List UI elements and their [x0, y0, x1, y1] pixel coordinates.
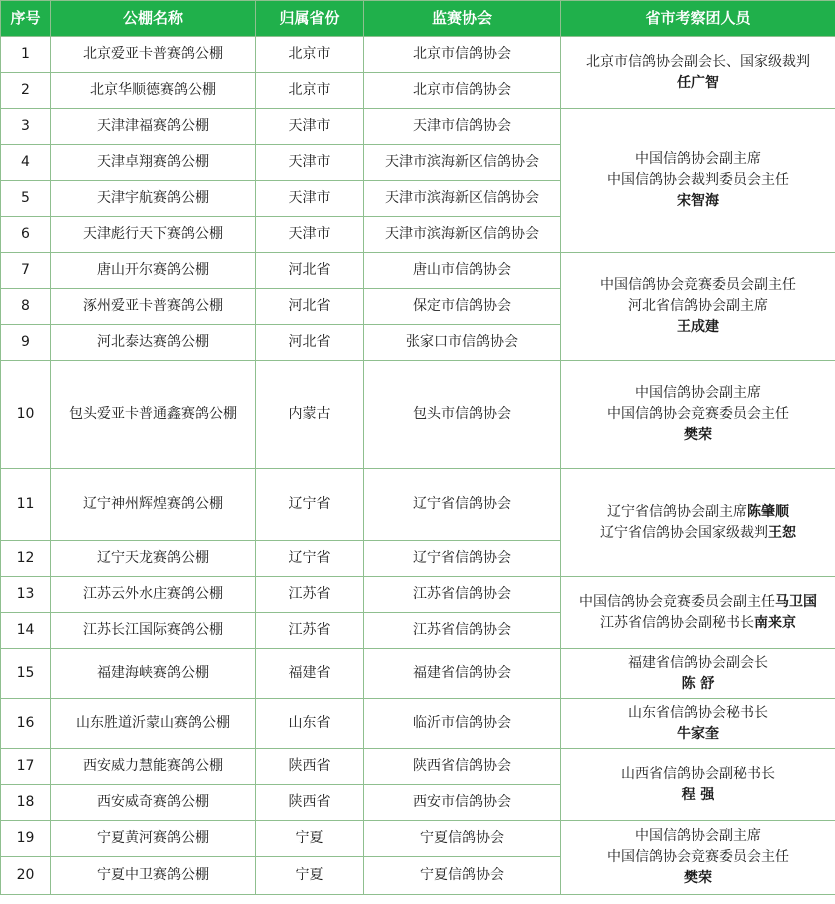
- row-number: 7: [1, 253, 51, 289]
- supervising-association: 张家口市信鸽协会: [364, 325, 561, 361]
- row-number: 9: [1, 325, 51, 361]
- inspector-line: [561, 674, 835, 695]
- table-row: [1, 253, 835, 289]
- inspector-line: [561, 592, 835, 613]
- inspector-line: [561, 275, 835, 296]
- loft-name: 宁夏黄河赛鸽公棚: [51, 821, 256, 857]
- inspection-team-cell: [561, 699, 835, 749]
- inspector-line: [561, 52, 835, 73]
- province: 江苏省: [256, 613, 364, 649]
- inspector-name: 南来京: [754, 614, 796, 631]
- inspector-title: 山东省信鸽协会秘书长: [628, 704, 768, 721]
- table-row: [1, 109, 835, 145]
- inspector-line: [561, 868, 835, 889]
- inspector-title: 山西省信鸽协会副秘书长: [621, 765, 775, 782]
- row-number: 10: [1, 361, 51, 469]
- inspector-name: 樊荣: [684, 427, 712, 443]
- loft-name: 河北泰达赛鸽公棚: [51, 325, 256, 361]
- inspector-line: [561, 502, 835, 523]
- inspector-title: 辽宁省信鸽协会国家级裁判: [600, 524, 768, 541]
- loft-name: 天津津福赛鸽公棚: [51, 109, 256, 145]
- loft-name: 天津卓翔赛鸽公棚: [51, 145, 256, 181]
- inspector-name: 任广智: [677, 74, 719, 91]
- row-number: 17: [1, 749, 51, 785]
- loft-name: 西安威奇赛鸽公棚: [51, 785, 256, 821]
- supervising-association: 江苏省信鸽协会: [364, 613, 561, 649]
- province: 辽宁省: [256, 541, 364, 577]
- supervising-association: 北京市信鸽协会: [364, 73, 561, 109]
- table-row: [1, 749, 835, 785]
- inspector-title: 中国信鸽协会副主席: [635, 385, 761, 401]
- row-number: 13: [1, 577, 51, 613]
- inspector-line: [561, 296, 835, 317]
- inspector-line: [561, 703, 835, 724]
- loft-name: 江苏长江国际赛鸽公棚: [51, 613, 256, 649]
- inspector-title: 中国信鸽协会副主席: [635, 828, 761, 844]
- inspector-name: 陈 舒: [681, 675, 715, 692]
- inspector-name: 宋智海: [677, 193, 719, 209]
- inspection-team-cell: [561, 821, 835, 895]
- inspector-line: [561, 383, 835, 404]
- loft-name: 唐山开尔赛鸽公棚: [51, 253, 256, 289]
- province: 辽宁省: [256, 469, 364, 541]
- inspector-line: [561, 613, 835, 634]
- inspector-line: [561, 404, 835, 425]
- row-number: 15: [1, 649, 51, 699]
- province: 宁夏: [256, 821, 364, 857]
- inspector-line: [561, 523, 835, 544]
- inspector-line: [561, 191, 835, 212]
- province: 河北省: [256, 253, 364, 289]
- inspector-line: [561, 826, 835, 847]
- supervising-association: 福建省信鸽协会: [364, 649, 561, 699]
- loft-name: 西安威力慧能赛鸽公棚: [51, 749, 256, 785]
- inspection-team-cell: [561, 37, 835, 109]
- province: 北京市: [256, 73, 364, 109]
- supervising-association: 西安市信鸽协会: [364, 785, 561, 821]
- province: 北京市: [256, 37, 364, 73]
- header-loft-name: 公棚名称: [51, 1, 256, 37]
- inspector-title: 河北省信鸽协会副主席: [628, 298, 768, 314]
- inspector-line: [561, 847, 835, 868]
- province: 福建省: [256, 649, 364, 699]
- loft-name: 涿州爱亚卡普赛鸽公棚: [51, 289, 256, 325]
- supervising-association: 辽宁省信鸽协会: [364, 541, 561, 577]
- inspector-title: 福建省信鸽协会副会长: [628, 654, 768, 671]
- inspector-line: [561, 149, 835, 170]
- row-number: 5: [1, 181, 51, 217]
- loft-name: 福建海峡赛鸽公棚: [51, 649, 256, 699]
- province: 河北省: [256, 289, 364, 325]
- inspector-name: 王成建: [677, 319, 719, 335]
- inspector-title: 中国信鸽协会竞赛委员会主任: [607, 406, 789, 422]
- supervising-association: 临沂市信鸽协会: [364, 699, 561, 749]
- table-row: [1, 361, 835, 469]
- province: 河北省: [256, 325, 364, 361]
- supervising-association: 唐山市信鸽协会: [364, 253, 561, 289]
- supervising-association: 陕西省信鸽协会: [364, 749, 561, 785]
- supervising-association: 天津市滨海新区信鸽协会: [364, 145, 561, 181]
- inspection-team-cell: [561, 469, 835, 577]
- row-number: 16: [1, 699, 51, 749]
- inspector-title: 中国信鸽协会裁判委员会主任: [607, 172, 789, 188]
- province: 山东省: [256, 699, 364, 749]
- inspector-title: 江苏省信鸽协会副秘书长: [600, 614, 754, 631]
- row-number: 12: [1, 541, 51, 577]
- inspector-name: 牛家奎: [677, 725, 719, 742]
- inspector-line: [561, 764, 835, 785]
- inspection-team-cell: [561, 749, 835, 821]
- header-no: 序号: [1, 1, 51, 37]
- row-number: 8: [1, 289, 51, 325]
- province: 陕西省: [256, 785, 364, 821]
- row-number: 1: [1, 37, 51, 73]
- province: 天津市: [256, 109, 364, 145]
- inspection-team-cell: [561, 649, 835, 699]
- row-number: 18: [1, 785, 51, 821]
- loft-name: 山东胜道沂蒙山赛鸽公棚: [51, 699, 256, 749]
- supervising-association: 江苏省信鸽协会: [364, 577, 561, 613]
- row-number: 20: [1, 857, 51, 895]
- header-association: 监赛协会: [364, 1, 561, 37]
- table-row: [1, 821, 835, 857]
- supervising-association: 天津市滨海新区信鸽协会: [364, 181, 561, 217]
- supervising-association: 宁夏信鸽协会: [364, 857, 561, 895]
- inspector-line: [561, 425, 835, 446]
- row-number: 4: [1, 145, 51, 181]
- inspector-title: 北京市信鸽协会副会长、国家级裁判: [586, 53, 810, 70]
- supervising-association: 天津市信鸽协会: [364, 109, 561, 145]
- loft-name: 包头爱亚卡普通鑫赛鸽公棚: [51, 361, 256, 469]
- inspector-name: 程 强: [681, 786, 715, 803]
- inspector-title: 中国信鸽协会竞赛委员会副主任: [600, 277, 796, 293]
- row-number: 6: [1, 217, 51, 253]
- table-row: [1, 649, 835, 699]
- supervising-association: 包头市信鸽协会: [364, 361, 561, 469]
- loft-name: 天津彪行天下赛鸽公棚: [51, 217, 256, 253]
- province: 宁夏: [256, 857, 364, 895]
- province: 天津市: [256, 217, 364, 253]
- supervising-association: 保定市信鸽协会: [364, 289, 561, 325]
- header-inspectors: 省市考察团人员: [561, 1, 835, 37]
- header-row: [1, 1, 835, 37]
- inspector-line: [561, 724, 835, 745]
- loft-name: 北京爱亚卡普赛鸽公棚: [51, 37, 256, 73]
- inspector-line: [561, 73, 835, 94]
- province: 陕西省: [256, 749, 364, 785]
- province: 江苏省: [256, 577, 364, 613]
- inspector-line: [561, 317, 835, 338]
- province: 内蒙古: [256, 361, 364, 469]
- loft-name: 宁夏中卫赛鸽公棚: [51, 857, 256, 895]
- inspector-line: [561, 653, 835, 674]
- header-province: 归属省份: [256, 1, 364, 37]
- inspection-team-cell: [561, 361, 835, 469]
- inspection-team-cell: [561, 577, 835, 649]
- loft-name: 北京华顺德赛鸽公棚: [51, 73, 256, 109]
- loft-name: 江苏云外水庄赛鸽公棚: [51, 577, 256, 613]
- row-number: 14: [1, 613, 51, 649]
- province: 天津市: [256, 145, 364, 181]
- table-row: [1, 577, 835, 613]
- supervising-association: 宁夏信鸽协会: [364, 821, 561, 857]
- loft-name: 辽宁天龙赛鸽公棚: [51, 541, 256, 577]
- supervising-association: 辽宁省信鸽协会: [364, 469, 561, 541]
- inspector-name: 王恕: [768, 524, 796, 541]
- row-number: 11: [1, 469, 51, 541]
- table-body: [1, 37, 835, 895]
- inspection-team-cell: [561, 109, 835, 253]
- loft-name: 天津宇航赛鸽公棚: [51, 181, 256, 217]
- row-number: 3: [1, 109, 51, 145]
- inspector-title: 中国信鸽协会竞赛委员会副主任: [579, 593, 775, 610]
- inspector-name: 陈肇顺: [747, 503, 789, 520]
- inspection-team-cell: [561, 253, 835, 361]
- supervising-association: 天津市滨海新区信鸽协会: [364, 217, 561, 253]
- loft-name: 辽宁神州辉煌赛鸽公棚: [51, 469, 256, 541]
- inspector-title: 中国信鸽协会竞赛委员会主任: [607, 849, 789, 865]
- table-row: [1, 699, 835, 749]
- row-number: 19: [1, 821, 51, 857]
- inspector-name: 樊荣: [684, 870, 712, 886]
- row-number: 2: [1, 73, 51, 109]
- inspector-title: 辽宁省信鸽协会副主席: [607, 503, 747, 520]
- province: 天津市: [256, 181, 364, 217]
- inspector-title: 中国信鸽协会副主席: [635, 151, 761, 167]
- supervising-association: 北京市信鸽协会: [364, 37, 561, 73]
- table-row: [1, 469, 835, 541]
- table-row: [1, 37, 835, 73]
- inspector-line: [561, 170, 835, 191]
- inspector-name: 马卫国: [775, 593, 817, 610]
- inspector-line: [561, 785, 835, 806]
